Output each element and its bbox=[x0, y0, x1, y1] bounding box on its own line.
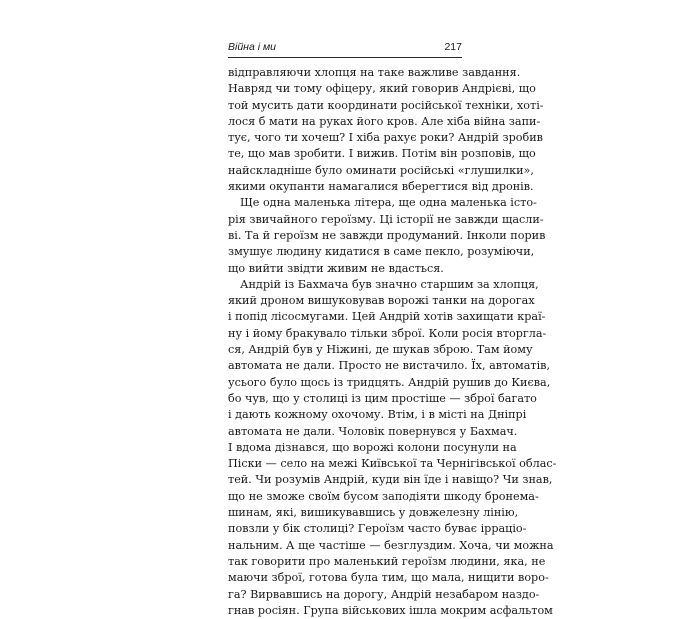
text-line: що вийти звідти живим не вдасться. bbox=[228, 261, 444, 275]
text-line: Андрій із Бахмача був значно старшим за хлопця, bbox=[240, 277, 539, 291]
text-line: повзли у бік столиці? Героїзм часто буває ірраціо- bbox=[228, 522, 527, 536]
running-title: Війна і ми bbox=[228, 41, 276, 53]
text-line: тує, чого ти хочеш? І хіба рахує роки? Андрій зробив bbox=[228, 131, 543, 145]
text-line: маючи зброї, готова була тим, що мала, нищити воро- bbox=[228, 571, 549, 585]
text-line: усього було щось із тридцять. Андрій рушив до Києва, bbox=[228, 375, 551, 389]
text-line: що не зможе своїм бусом заподіяти шкоду бронема- bbox=[228, 489, 539, 503]
text-line: ну і йому бракувало тільки зброї. Коли росія вторгла- bbox=[228, 326, 547, 340]
text-line: автомата не дали. Просто не вистачило. Їх, автоматів, bbox=[228, 359, 550, 373]
text-line: те, що мав зробити. І вижив. Потім він розповів, що bbox=[228, 147, 536, 161]
text-line: Ще одна маленька літера, ще одна маленька істо- bbox=[240, 196, 537, 210]
text-line: і дають кожному охочому. Втім, і в місті на Дніпрі bbox=[228, 408, 527, 422]
text-line: змушує людину кидатися в саме пекло, розуміючи, bbox=[228, 245, 535, 259]
header-rule bbox=[228, 57, 462, 58]
text-line: і попід лісосмугами. Цей Андрій хотів захищати краї- bbox=[228, 310, 546, 324]
text-line: Піски — село на межі Київської та Чернігівської облас- bbox=[228, 457, 557, 471]
running-head bbox=[228, 40, 462, 56]
text-line: шинам, які, вишикувавшись у довжелезну лінію, bbox=[228, 506, 519, 520]
text-line: нальним. А ще частіше — безглуздим. Хоча, чи можна bbox=[228, 538, 554, 552]
text-line: Навряд чи тому офіцеру, який говорив Андрієві, що bbox=[228, 82, 536, 96]
text-line: тей. Чи розумів Андрій, куди він їде і навіщо? Чи знав, bbox=[228, 473, 553, 487]
text-line: найскладніше було оминати російські «глушилки», bbox=[228, 163, 534, 177]
text-line: ві. Та й героїзм не завжди продуманий. Інколи порив bbox=[228, 228, 546, 242]
text-line: якими окупанти намагалися вберегтися від дронів. bbox=[228, 180, 534, 194]
text-line: І вдома дізнався, що ворожі колони посунули на bbox=[228, 440, 517, 454]
text-line: лося б мати на руках його кров. Але хіба війна запи- bbox=[228, 114, 541, 128]
text-line: рія звичайного героїзму. Ці історії не завжди щасли- bbox=[228, 212, 544, 226]
page-number: 217 bbox=[444, 41, 462, 53]
text-line: бо чув, що у столиці із цим простіше — зброї багато bbox=[228, 391, 537, 405]
text-line: гнав росіян. Група військових ішла мокрим асфальтом bbox=[228, 603, 553, 617]
text-line: так говорити про маленький героїзм людини, яка, не bbox=[228, 554, 546, 568]
text-line: який дроном вишуковував ворожі танки на дорогах bbox=[228, 294, 535, 308]
text-line: га? Вирвавшись на дорогу, Андрій незабаром наздо- bbox=[228, 587, 540, 601]
body-text bbox=[228, 65, 557, 619]
text-line: той мусить дати координати російської техніки, хоті- bbox=[228, 98, 544, 112]
text-line: автомата не дали. Чоловік повернувся у Бахмач. bbox=[228, 424, 518, 438]
text-line: ся, Андрій був у Ніжині, де шукав зброю. Там йому bbox=[228, 343, 533, 357]
text-line: відправляючи хлопця на таке важливе завдання. bbox=[228, 66, 521, 79]
